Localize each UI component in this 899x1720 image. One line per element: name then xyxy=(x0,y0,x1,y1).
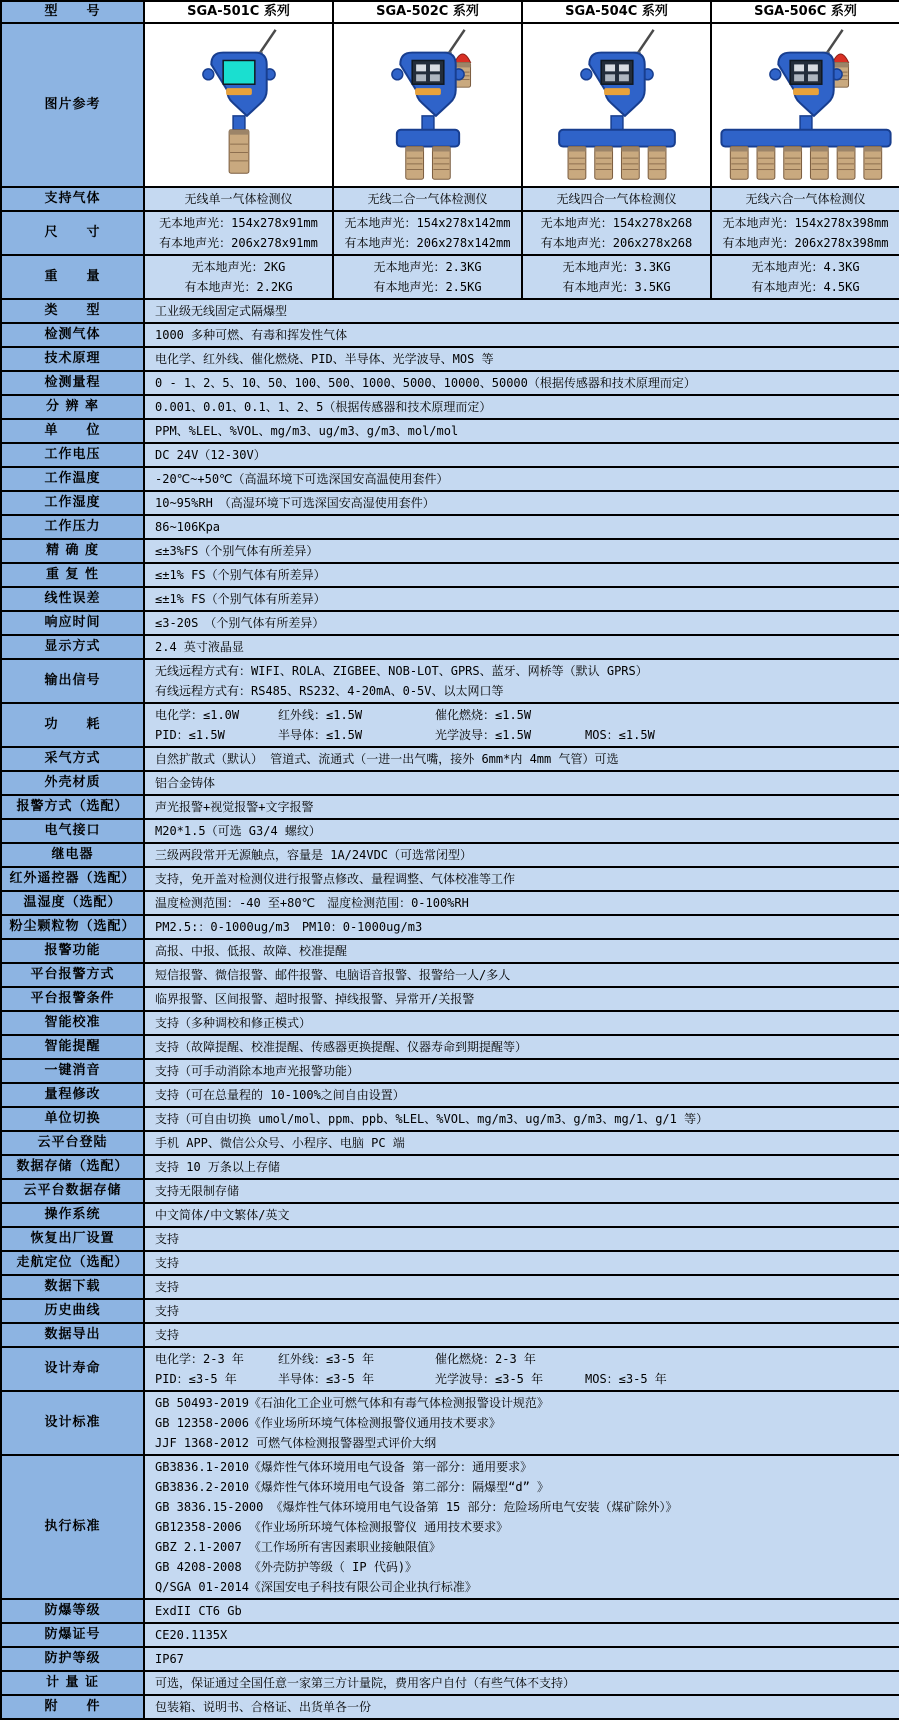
spec-row-label: 响应时间 xyxy=(1,611,144,635)
spec-row xyxy=(1,467,899,491)
spec-value-line xyxy=(155,893,895,913)
spec-value-segment: 红外线：≤3-5 年 xyxy=(278,1352,375,1366)
spec-row-value xyxy=(144,1347,899,1391)
spec-value-line xyxy=(155,725,895,745)
spec-row xyxy=(1,515,899,539)
spec-row xyxy=(1,1323,899,1347)
gas-value-text: 无线六合一气体检测仪 xyxy=(745,192,866,206)
spec-row-value xyxy=(144,819,899,843)
spec-row xyxy=(1,771,899,795)
spec-row-value xyxy=(144,1275,899,1299)
spec-row-value xyxy=(144,1107,899,1131)
spec-row-label: 走航定位（选配） xyxy=(1,1251,144,1275)
image-row xyxy=(1,23,899,187)
spec-value-line: 高报、中报、低报、故障、校准提醒 xyxy=(155,944,348,958)
spec-row-label: 计 量 证 xyxy=(1,1671,144,1695)
spec-value-line: 10~95%RH （高湿环境下可选深国安高湿使用套件） xyxy=(155,496,435,510)
spec-row xyxy=(1,1623,899,1647)
spec-row xyxy=(1,939,899,963)
spec-row-label: 云平台数据存储 xyxy=(1,1179,144,1203)
spec-row xyxy=(1,1131,899,1155)
spec-row-label: 外壳材质 xyxy=(1,771,144,795)
spec-row-value xyxy=(144,299,899,323)
size-row-line: 无本地声光：154x278x268 xyxy=(540,216,693,230)
spec-row-value xyxy=(144,963,899,987)
spec-value-segment: 电化学：≤1.0W xyxy=(155,708,240,722)
spec-value-line xyxy=(155,705,895,725)
size-row-line: 无本地声光：154x278x398mm xyxy=(722,216,889,230)
spec-row-value xyxy=(144,795,899,819)
spec-row-value xyxy=(144,867,899,891)
spec-row-label: 工作温度 xyxy=(1,467,144,491)
spec-value-line: 支持（故障提醒、校准提醒、传感器更换提醒、仪器寿命到期提醒等） xyxy=(155,1040,528,1054)
spec-row-value xyxy=(144,467,899,491)
weight-row-line: 无本地声光：2.3KG xyxy=(373,260,482,274)
spec-value-line: 临界报警、区间报警、超时报警、掉线报警、异常开/关报警 xyxy=(155,992,475,1006)
spec-value-line: 0.001、0.01、0.1、1、2、5（根据传感器和技术原理而定） xyxy=(155,400,492,414)
spec-value-line: 支持 xyxy=(155,1256,180,1270)
spec-row xyxy=(1,635,899,659)
product-image-cell xyxy=(711,23,899,187)
spec-value-line: 2.4 英寸液晶显 xyxy=(155,640,244,654)
spec-row-label: 数据下载 xyxy=(1,1275,144,1299)
spec-row xyxy=(1,1203,899,1227)
spec-row xyxy=(1,867,899,891)
spec-value-line: ExdII CT6 Gb xyxy=(155,1604,242,1618)
spec-value-segment: PM10：0-1000ug/m3 xyxy=(301,920,423,934)
spec-row-label: 防护等级 xyxy=(1,1647,144,1671)
spec-value-line: GB 4208-2008 《外壳防护等级（ IP 代码)》 xyxy=(155,1560,418,1574)
spec-row xyxy=(1,843,899,867)
spec-row xyxy=(1,299,899,323)
spec-row-label: 输出信号 xyxy=(1,659,144,703)
spec-row-label: 量程修改 xyxy=(1,1083,144,1107)
gas-detector-2-sensor-icon xyxy=(334,26,521,184)
supported-gas-label: 支持气体 xyxy=(1,187,144,211)
spec-value-line: 支持 xyxy=(155,1328,180,1342)
spec-row xyxy=(1,419,899,443)
spec-row-label: 数据导出 xyxy=(1,1323,144,1347)
spec-row xyxy=(1,703,899,747)
spec-value-line: GB12358-2006 《作业场所环境气体检测报警仪 通用技术要求》 xyxy=(155,1520,509,1534)
spec-value-segment: PID：≤1.5W xyxy=(155,728,225,742)
model-row-label: 型 号 xyxy=(1,1,144,23)
model-header: SGA-506C 系列 xyxy=(711,1,899,23)
weight-row-line: 无本地声光：3.3KG xyxy=(562,260,671,274)
spec-row-label: 显示方式 xyxy=(1,635,144,659)
spec-row-label: 报警功能 xyxy=(1,939,144,963)
spec-row-value xyxy=(144,1623,899,1647)
spec-row-label: 继电器 xyxy=(1,843,144,867)
spec-value-segment: 湿度检测范围：0-100%RH xyxy=(327,896,469,910)
spec-row xyxy=(1,1599,899,1623)
spec-row-label: 平台报警方式 xyxy=(1,963,144,987)
size-row-value xyxy=(522,211,711,255)
spec-row xyxy=(1,1671,899,1695)
spec-row-value xyxy=(144,323,899,347)
image-row-label: 图片参考 xyxy=(1,23,144,187)
spec-value-line: 三级两段常开无源触点，容量是 1A/24VDC（可选常闭型） xyxy=(155,848,473,862)
spec-row-value xyxy=(144,539,899,563)
spec-row-value xyxy=(144,491,899,515)
weight-row xyxy=(1,255,899,299)
weight-row-value xyxy=(144,255,333,299)
spec-row-label: 报警方式（选配） xyxy=(1,795,144,819)
spec-row-value xyxy=(144,1035,899,1059)
spec-value-segment: 半导体：≤3-5 年 xyxy=(278,1372,375,1386)
weight-row-line: 无本地声光：2KG xyxy=(191,260,286,274)
spec-value-segment: 温度检测范围：-40 至+80℃ xyxy=(155,896,316,910)
spec-value-line xyxy=(155,1349,895,1369)
spec-value-line: 声光报警+视觉报警+文字报警 xyxy=(155,800,314,814)
spec-row-value xyxy=(144,1131,899,1155)
supported-gas-value xyxy=(522,187,711,211)
gas-detector-4-sensor-icon xyxy=(523,26,710,184)
size-row-value xyxy=(144,211,333,255)
spec-value-segment: 光学波导：≤3-5 年 xyxy=(435,1372,544,1386)
spec-value-segment: 催化燃烧：2-3 年 xyxy=(435,1352,536,1366)
spec-row-value xyxy=(144,747,899,771)
size-row-label: 尺 寸 xyxy=(1,211,144,255)
spec-row-label: 单 位 xyxy=(1,419,144,443)
spec-row xyxy=(1,1251,899,1275)
spec-row-label: 智能校准 xyxy=(1,1011,144,1035)
spec-row xyxy=(1,915,899,939)
spec-row-value xyxy=(144,659,899,703)
spec-row-value xyxy=(144,1455,899,1599)
weight-row-line: 有本地声光：3.5KG xyxy=(562,280,671,294)
spec-value-line xyxy=(155,917,895,937)
spec-value-line: GB 3836.15-2000 《爆炸性气体环境用电气设备第 15 部分：危险场所电气安装（煤矿除外）》 xyxy=(155,1500,678,1514)
spec-value-line: 短信报警、微信报警、邮件报警、电脑语音报警、报警给一人/多人 xyxy=(155,968,511,982)
spec-row-value xyxy=(144,563,899,587)
spec-value-line: GBZ 2.1-2007 《工作场所有害因素职业接触限值》 xyxy=(155,1540,441,1554)
supported-gas-value xyxy=(333,187,522,211)
spec-value-line: CE20.1135X xyxy=(155,1628,228,1642)
spec-row-label: 平台报警条件 xyxy=(1,987,144,1011)
spec-row-label: 粉尘颗粒物（选配） xyxy=(1,915,144,939)
spec-row-value xyxy=(144,1179,899,1203)
size-row-line: 无本地声光：154x278x142mm xyxy=(344,216,511,230)
spec-row-value xyxy=(144,891,899,915)
spec-value-segment: PID：≤3-5 年 xyxy=(155,1372,237,1386)
spec-row-value xyxy=(144,1299,899,1323)
spec-row xyxy=(1,1011,899,1035)
spec-value-line: 包装箱、说明书、合格证、出货单各一份 xyxy=(155,1700,372,1714)
spec-value-line xyxy=(155,1369,895,1389)
spec-row-value xyxy=(144,1083,899,1107)
spec-row xyxy=(1,1227,899,1251)
spec-value-line: 手机 APP、微信公众号、小程序、电脑 PC 端 xyxy=(155,1136,405,1150)
spec-row xyxy=(1,371,899,395)
gas-value-text: 无线四合一气体检测仪 xyxy=(556,192,677,206)
spec-value-segment: 半导体：≤1.5W xyxy=(278,728,363,742)
spec-value-line: 电化学、红外线、催化燃烧、PID、半导体、光学波导、MOS 等 xyxy=(155,352,494,366)
spec-row xyxy=(1,795,899,819)
spec-row-label: 防爆等级 xyxy=(1,1599,144,1623)
model-header: SGA-502C 系列 xyxy=(333,1,522,23)
spec-row xyxy=(1,395,899,419)
spec-value-line: M20*1.5（可选 G3/4 螺纹） xyxy=(155,824,321,838)
spec-row-value xyxy=(144,1671,899,1695)
spec-row-label: 工作压力 xyxy=(1,515,144,539)
spec-row-value xyxy=(144,915,899,939)
spec-row-label: 类 型 xyxy=(1,299,144,323)
spec-row-value xyxy=(144,1011,899,1035)
spec-row-label: 附 件 xyxy=(1,1695,144,1719)
spec-value-line: ≤3-20S （个别气体有所差异） xyxy=(155,616,325,630)
spec-value-line: PPM、%LEL、%VOL、mg/m3、ug/m3、g/m3、mol/mol xyxy=(155,424,459,438)
spec-value-segment: MOS：≤3-5 年 xyxy=(585,1372,667,1386)
spec-value-line: 支持（可自由切换 umol/mol、ppm、ppb、%LEL、%VOL、mg/m3、ug/m3、g/m3、mg/1、g/1 等） xyxy=(155,1112,709,1126)
spec-row-value xyxy=(144,1323,899,1347)
weight-row-value xyxy=(711,255,899,299)
spec-value-line: 有线远程方式有：RS485、RS232、4-20mA、0-5V、以太网口等 xyxy=(155,684,504,698)
spec-value-line: 支持 xyxy=(155,1280,180,1294)
spec-value-segment: MOS：≤1.5W xyxy=(585,728,655,742)
supported-gas-value xyxy=(144,187,333,211)
spec-row-label: 操作系统 xyxy=(1,1203,144,1227)
spec-row-label: 单位切换 xyxy=(1,1107,144,1131)
spec-row xyxy=(1,1455,899,1599)
spec-row-value xyxy=(144,1599,899,1623)
spec-row-label: 数据存储（选配） xyxy=(1,1155,144,1179)
spec-value-line: GB3836.2-2010《爆炸性气体环境用电气设备 第二部分：隔爆型“d” 》 xyxy=(155,1480,550,1494)
spec-value-line: JJF 1368-2012 可燃气体检测报警器型式评价大纲 xyxy=(155,1436,437,1450)
spec-row-value xyxy=(144,1647,899,1671)
gas-value-text: 无线二合一气体检测仪 xyxy=(367,192,488,206)
gas-detector-6-sensor-icon xyxy=(712,26,899,184)
spec-row-label: 恢复出厂设置 xyxy=(1,1227,144,1251)
spec-value-line: ≤±1% FS（个别气体有所差异） xyxy=(155,568,326,582)
spec-value-line: 支持（可手动消除本地声光报警功能） xyxy=(155,1064,360,1078)
spec-value-line: 支持 xyxy=(155,1304,180,1318)
spec-value-line: 支持，免开盖对检测仪进行报警点修改、量程调整、气体校准等工作 xyxy=(155,872,516,886)
spec-row-value xyxy=(144,1251,899,1275)
model-header: SGA-504C 系列 xyxy=(522,1,711,23)
spec-row-value xyxy=(144,395,899,419)
spec-row-label: 一键消音 xyxy=(1,1059,144,1083)
spec-row-label: 分 辨 率 xyxy=(1,395,144,419)
spec-row-label: 技术原理 xyxy=(1,347,144,371)
spec-value-line: 可选，保证通过全国任意一家第三方计量院，费用客户自付（有些气体不支持） xyxy=(155,1676,576,1690)
weight-row-line: 有本地声光：4.5KG xyxy=(751,280,860,294)
spec-row xyxy=(1,1275,899,1299)
spec-value-line: 1000 多种可燃、有毒和挥发性气体 xyxy=(155,328,348,342)
gas-detector-1-sensor-icon xyxy=(145,26,332,184)
spec-row-value xyxy=(144,843,899,867)
spec-value-segment: 催化燃烧：≤1.5W xyxy=(435,708,532,722)
spec-row-label: 检测量程 xyxy=(1,371,144,395)
spec-row xyxy=(1,563,899,587)
spec-row-label: 红外遥控器（选配） xyxy=(1,867,144,891)
spec-row xyxy=(1,587,899,611)
spec-value-line: Q/SGA 01-2014《深国安电子科技有限公司企业执行标准》 xyxy=(155,1580,477,1594)
spec-row-label: 采气方式 xyxy=(1,747,144,771)
spec-value-line: 铝合金铸体 xyxy=(155,776,216,790)
size-row-line: 有本地声光：206x278x268 xyxy=(540,236,693,250)
spec-row xyxy=(1,1179,899,1203)
spec-value-line: ≤±1% FS（个别气体有所差异） xyxy=(155,592,326,606)
spec-row xyxy=(1,1035,899,1059)
spec-row-label: 设计寿命 xyxy=(1,1347,144,1391)
spec-row-label: 云平台登陆 xyxy=(1,1131,144,1155)
spec-value-line: 中文简体/中文繁体/英文 xyxy=(155,1208,290,1222)
spec-value-line: 86~106Kpa xyxy=(155,520,221,534)
weight-row-line: 无本地声光：4.3KG xyxy=(751,260,860,274)
spec-row xyxy=(1,659,899,703)
size-row-line: 有本地声光：206x278x91mm xyxy=(159,236,318,250)
spec-row-label: 工作湿度 xyxy=(1,491,144,515)
spec-row-label: 防爆证号 xyxy=(1,1623,144,1647)
spec-row xyxy=(1,1059,899,1083)
size-row-value xyxy=(333,211,522,255)
spec-value-line: -20℃~+50℃（高温环境下可选深国安高温使用套件） xyxy=(155,472,449,486)
gas-value-text: 无线单一气体检测仪 xyxy=(184,192,293,206)
spec-row-value xyxy=(144,419,899,443)
spec-value-line: 无线远程方式有：WIFI、ROLA、ZIGBEE、NOB-LOT、GPRS、蓝牙、网桥等（默认 GPRS） xyxy=(155,664,648,678)
spec-value-line: 工业级无线固定式隔爆型 xyxy=(155,304,288,318)
spec-row-value xyxy=(144,703,899,747)
spec-row-value xyxy=(144,611,899,635)
spec-row-value xyxy=(144,1203,899,1227)
spec-value-segment: 电化学：2-3 年 xyxy=(155,1352,244,1366)
spec-row-label: 工作电压 xyxy=(1,443,144,467)
spec-row xyxy=(1,1347,899,1391)
spec-row-label: 线性误差 xyxy=(1,587,144,611)
weight-row-label: 重 量 xyxy=(1,255,144,299)
spec-row xyxy=(1,611,899,635)
spec-value-line: ≤±3%FS（个别气体有所差异） xyxy=(155,544,319,558)
spec-value-line: 支持 xyxy=(155,1232,180,1246)
spec-row-value xyxy=(144,587,899,611)
spec-value-line: 支持 10 万条以上存储 xyxy=(155,1160,280,1174)
spec-row xyxy=(1,539,899,563)
spec-row-label: 设计标准 xyxy=(1,1391,144,1455)
spec-value-line: GB 12358-2006《作业场所环境气体检测报警仪通用技术要求》 xyxy=(155,1416,501,1430)
weight-row-line: 有本地声光：2.5KG xyxy=(373,280,482,294)
spec-row xyxy=(1,347,899,371)
size-row xyxy=(1,211,899,255)
spec-value-line: GB 50493-2019《石油化工企业可燃气体和有毒气体检测报警设计规范》 xyxy=(155,1396,549,1410)
spec-row xyxy=(1,1647,899,1671)
weight-row-value xyxy=(333,255,522,299)
size-row-line: 有本地声光：206x278x142mm xyxy=(344,236,511,250)
spec-row xyxy=(1,819,899,843)
spec-row-value xyxy=(144,939,899,963)
spec-row xyxy=(1,891,899,915)
spec-row-value xyxy=(144,371,899,395)
spec-row xyxy=(1,1083,899,1107)
size-row-line: 无本地声光：154x278x91mm xyxy=(159,216,318,230)
spec-value-line: 支持无限制存储 xyxy=(155,1184,240,1198)
spec-row xyxy=(1,1107,899,1131)
size-row-value xyxy=(711,211,899,255)
spec-value-line: 支持（可在总量程的 10-100%之间自由设置） xyxy=(155,1088,405,1102)
spec-row-value xyxy=(144,1059,899,1083)
spec-value-line: 0 - 1、2、5、10、50、100、500、1000、5000、10000、50000（根据传感器和技术原理而定） xyxy=(155,376,696,390)
size-row-line: 有本地声光：206x278x398mm xyxy=(722,236,889,250)
supported-gas-row xyxy=(1,187,899,211)
spec-row-value xyxy=(144,987,899,1011)
spec-value-line: DC 24V（12-30V） xyxy=(155,448,266,462)
spec-row-value xyxy=(144,1227,899,1251)
spec-row-value xyxy=(144,347,899,371)
spec-row xyxy=(1,1155,899,1179)
spec-value-segment: 红外线：≤1.5W xyxy=(278,708,363,722)
spec-row-value xyxy=(144,443,899,467)
spec-row-label: 精 确 度 xyxy=(1,539,144,563)
spec-row-value xyxy=(144,515,899,539)
spec-row xyxy=(1,963,899,987)
model-header-row xyxy=(1,1,899,23)
spec-row-value xyxy=(144,635,899,659)
weight-row-line: 有本地声光：2.2KG xyxy=(184,280,293,294)
spec-value-segment: PM2.5:：0-1000ug/m3 xyxy=(155,920,290,934)
spec-value-line: 支持（多种调校和修正模式） xyxy=(155,1016,312,1030)
spec-row xyxy=(1,1695,899,1719)
spec-row xyxy=(1,987,899,1011)
spec-row-label: 执行标准 xyxy=(1,1455,144,1599)
spec-row-label: 温湿度（选配） xyxy=(1,891,144,915)
spec-row-value xyxy=(144,1695,899,1719)
spec-row-label: 电气接口 xyxy=(1,819,144,843)
spec-row xyxy=(1,443,899,467)
spec-row xyxy=(1,1391,899,1455)
spec-row-label: 功 耗 xyxy=(1,703,144,747)
spec-row-value xyxy=(144,771,899,795)
spec-row xyxy=(1,1299,899,1323)
spec-row-value xyxy=(144,1155,899,1179)
spec-row xyxy=(1,491,899,515)
spec-row xyxy=(1,323,899,347)
spec-row-label: 历史曲线 xyxy=(1,1299,144,1323)
spec-row-label: 检测气体 xyxy=(1,323,144,347)
spec-row xyxy=(1,747,899,771)
product-image-cell xyxy=(333,23,522,187)
spec-value-line: GB3836.1-2010《爆炸性气体环境用电气设备 第一部分：通用要求》 xyxy=(155,1460,533,1474)
supported-gas-value xyxy=(711,187,899,211)
spec-value-segment: 光学波导：≤1.5W xyxy=(435,728,532,742)
spec-row-label: 重 复 性 xyxy=(1,563,144,587)
spec-value-line: IP67 xyxy=(155,1652,184,1666)
model-header: SGA-501C 系列 xyxy=(144,1,333,23)
product-image-cell xyxy=(144,23,333,187)
spec-row-label: 智能提醒 xyxy=(1,1035,144,1059)
weight-row-value xyxy=(522,255,711,299)
product-image-cell xyxy=(522,23,711,187)
spec-value-line: 自然扩散式（默认） 管道式、流通式（一进一出气嘴，接外 6mm*内 4mm 气管）可选 xyxy=(155,752,619,766)
spec-row-value xyxy=(144,1391,899,1455)
